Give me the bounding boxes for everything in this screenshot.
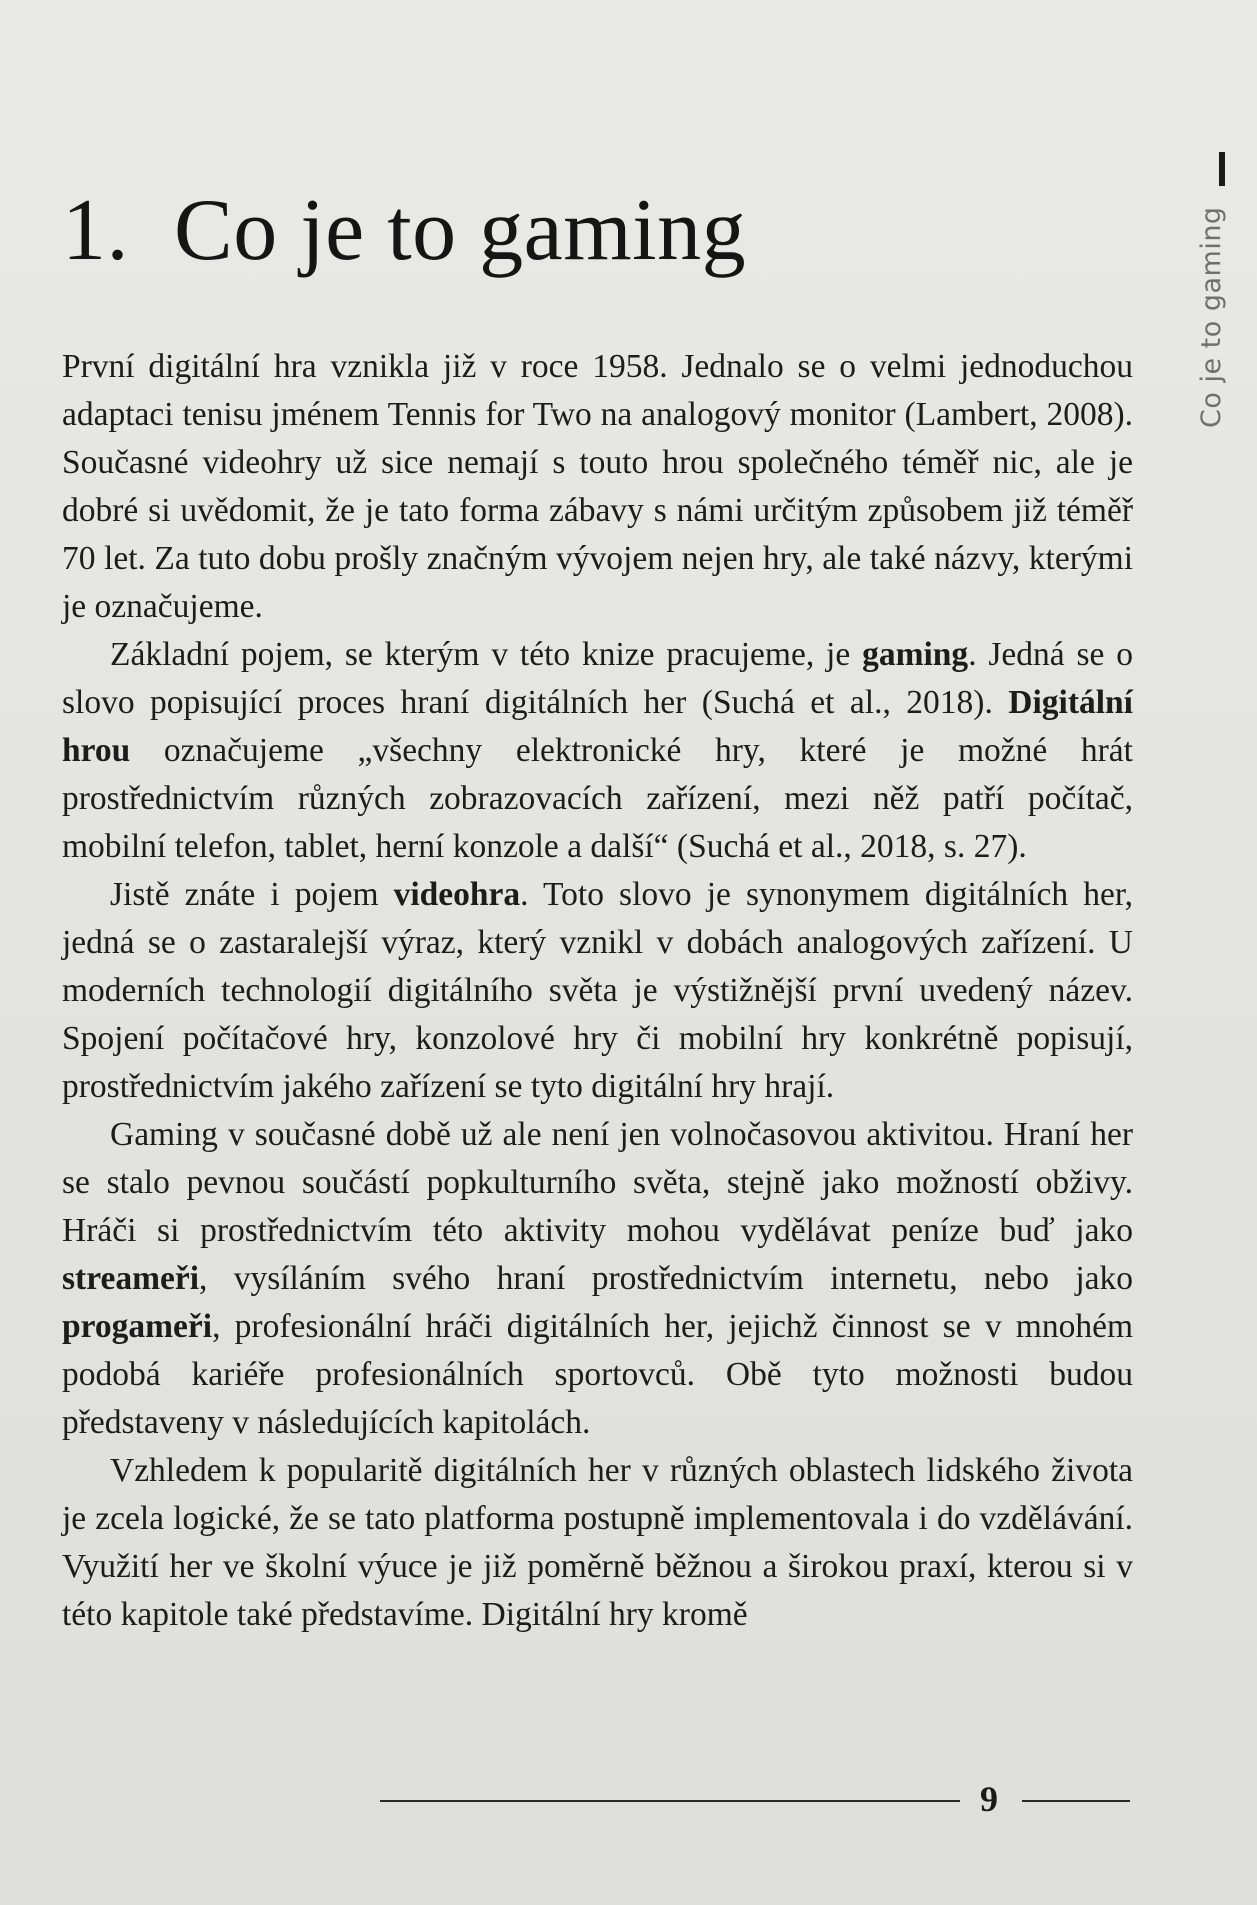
page-footer: [380, 1774, 1130, 1822]
text-run: , vysíláním svého hraní prostřednictvím internetu, nebo jako: [199, 1260, 1133, 1297]
text-run: Základní pojem, se kterým v této knize pracujeme, je: [110, 636, 863, 673]
text-run: První digitální hra vznikla již v roce 1958. Jednalo se o velmi jednoduchou adaptaci tenisu jménem Tennis for Two na analogový monitor (Lambert, 2008). Současné videohry už sice nemají s touto hrou společného téměř nic, ale je dobré si uvědomit, že je tato forma zábavy s námi určitým způsobem již téměř 70 let. Za tuto dobu prošly značným vývojem nejen hry, ale také názvy, kterými je označujeme.: [62, 348, 1133, 625]
bold-term: progameři: [62, 1308, 213, 1345]
text-run: . Jedná se o slovo popisující proces hraní digitálních her (Suchá et al., 2018).: [62, 636, 1134, 721]
text-run: Gaming v současné době už ale není jen volnočasovou aktivitou. Hraní her se stalo pevnou součástí popkulturního světa, stejně jako možností obživy. Hráči si prostřednictvím této aktivity mohou vydělávat peníze buď jako: [62, 1116, 1133, 1249]
body-text: [62, 343, 1133, 1639]
chapter-title-text: Co je to gaming: [174, 181, 747, 279]
chapter-number: 1.: [62, 181, 129, 279]
footer-rule-right: [1022, 1800, 1130, 1802]
paragraph: [62, 343, 1133, 631]
paragraph: [62, 1447, 1133, 1639]
page-number: 9: [980, 1779, 998, 1819]
paragraph: [62, 631, 1133, 871]
bold-term: Digitální hrou: [62, 684, 1133, 769]
bold-term: gaming: [862, 636, 969, 673]
running-header-vertical: Co je to gaming: [1196, 206, 1227, 428]
text-run: Vzhledem k popularitě digitálních her v různých oblastech lidského života je zcela logické, že se tato platforma postupně implementovala i do vzdělávání. Využití her ve školní výuce je již poměrně běžnou a širokou praxí, kterou si v této kapitole také představíme. Digitální hry kromě: [62, 1452, 1133, 1633]
text-run: označujeme „všechny elektronické hry, které je možné hrát prostřednictvím různých zobrazovacích zařízení, mezi něž patří počítač, mobilní telefon, tablet, herní konzole a další“ (Suchá et al., 2018, s. 27).: [62, 732, 1133, 865]
text-run: , profesionální hráči digitálních her, jejichž činnost se v mnohém podobá kariéře profesionálních sportovců. Obě tyto možnosti budou představeny v následujících kapitolách.: [62, 1308, 1133, 1441]
paragraph: [62, 1111, 1133, 1447]
paragraph: [62, 871, 1133, 1111]
bold-term: streameři: [62, 1260, 200, 1297]
chapter-side-marker: [1219, 152, 1225, 186]
text-run: . Toto slovo je synonymem digitálních her, jedná se o zastaralejší výraz, který vznikl v dobách analogových zařízení. U moderních technologií digitálního světa je výstižnější první uvedený název. Spojení počítačové hry, konzolové hry či mobilní hry konkrétně popisují, prostřednictvím jakého zařízení se tyto digitální hry hrají.: [62, 876, 1134, 1105]
bold-term: videohra: [393, 876, 521, 913]
chapter-title: [62, 181, 746, 281]
footer-rule-left: [380, 1800, 960, 1802]
text-run: Jistě znáte i pojem: [110, 876, 394, 913]
